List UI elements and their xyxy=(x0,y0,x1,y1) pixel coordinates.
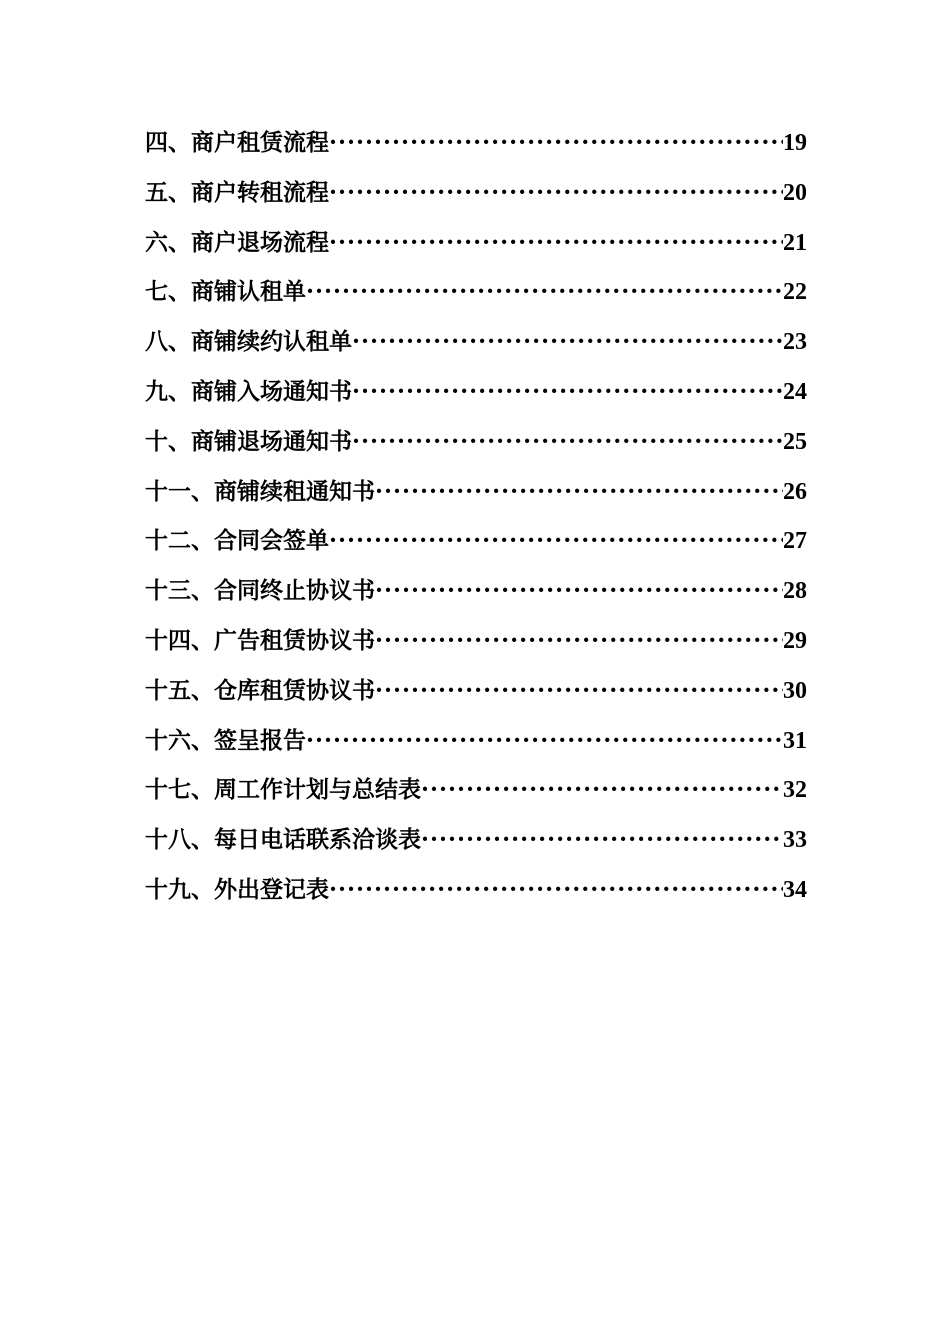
toc-entry-page: 22 xyxy=(783,279,807,306)
toc-entry-title: 十六、签呈报告 xyxy=(145,726,306,754)
toc-entry[interactable] xyxy=(145,672,807,722)
toc-entry-title: 十二、合同会签单 xyxy=(145,527,329,555)
toc-entry-page: 27 xyxy=(783,528,807,555)
toc-entry-page: 28 xyxy=(783,578,807,605)
toc-dot-leader xyxy=(329,229,783,256)
toc-entry[interactable] xyxy=(145,224,807,274)
toc-entry-title: 十七、周工作计划与总结表 xyxy=(145,776,421,804)
toc-entry-page: 32 xyxy=(783,777,807,804)
toc-entry-page: 23 xyxy=(783,329,807,356)
toc-entry[interactable] xyxy=(145,771,807,821)
toc-entry[interactable] xyxy=(145,871,807,921)
table-of-contents xyxy=(145,124,807,921)
toc-dot-leader xyxy=(306,278,783,305)
toc-dot-leader xyxy=(421,776,783,803)
toc-entry[interactable] xyxy=(145,323,807,373)
toc-dot-leader xyxy=(375,677,783,704)
toc-entry-title: 十八、每日电话联系洽谈表 xyxy=(145,826,421,854)
toc-entry[interactable] xyxy=(145,423,807,473)
toc-entry-title: 六、商户退场流程 xyxy=(145,228,329,256)
toc-entry-title: 十四、广告租赁协议书 xyxy=(145,626,375,654)
toc-entry[interactable] xyxy=(145,373,807,423)
toc-dot-leader xyxy=(352,328,783,355)
toc-entry-title: 九、商铺入场通知书 xyxy=(145,377,352,405)
toc-entry-title: 十三、合同终止协议书 xyxy=(145,577,375,605)
toc-entry-title: 五、商户转租流程 xyxy=(145,178,329,206)
toc-entry[interactable] xyxy=(145,722,807,772)
toc-entry-page: 26 xyxy=(783,478,807,505)
toc-entry-title: 十一、商铺续租通知书 xyxy=(145,477,375,505)
toc-entry-title: 四、商户租赁流程 xyxy=(145,129,329,156)
toc-dot-leader xyxy=(306,727,783,754)
toc-entry-title: 十九、外出登记表 xyxy=(145,875,329,903)
toc-entry[interactable] xyxy=(145,473,807,523)
toc-entry-page: 33 xyxy=(783,827,807,854)
toc-entry-title: 十、商铺退场通知书 xyxy=(145,427,352,455)
toc-entry-title: 十五、仓库租赁协议书 xyxy=(145,676,375,704)
toc-entry[interactable] xyxy=(145,174,807,224)
toc-entry-page: 34 xyxy=(783,876,807,903)
toc-entry[interactable] xyxy=(145,622,807,672)
toc-entry-page: 21 xyxy=(783,229,807,256)
toc-entry[interactable] xyxy=(145,821,807,871)
toc-entry-page: 29 xyxy=(783,627,807,654)
toc-entry-page: 24 xyxy=(783,378,807,405)
toc-entry-page: 31 xyxy=(783,727,807,754)
toc-entry-page: 20 xyxy=(783,179,807,206)
toc-dot-leader xyxy=(329,129,783,156)
toc-dot-leader xyxy=(352,428,783,455)
toc-dot-leader xyxy=(375,577,783,604)
toc-dot-leader xyxy=(352,378,783,405)
toc-entry-title: 七、商铺认租单 xyxy=(145,278,306,306)
toc-entry[interactable] xyxy=(145,522,807,572)
toc-dot-leader xyxy=(329,179,783,206)
toc-dot-leader xyxy=(329,876,783,903)
toc-dot-leader xyxy=(375,478,783,505)
toc-dot-leader xyxy=(329,527,783,554)
toc-entry[interactable] xyxy=(145,124,807,174)
toc-entry-title: 八、商铺续约认租单 xyxy=(145,328,352,356)
toc-dot-leader xyxy=(421,826,783,853)
toc-entry[interactable] xyxy=(145,572,807,622)
toc-entry-page: 19 xyxy=(783,130,807,156)
toc-entry-page: 25 xyxy=(783,428,807,455)
toc-entry[interactable] xyxy=(145,273,807,323)
toc-entry-page: 30 xyxy=(783,677,807,704)
toc-dot-leader xyxy=(375,627,783,654)
